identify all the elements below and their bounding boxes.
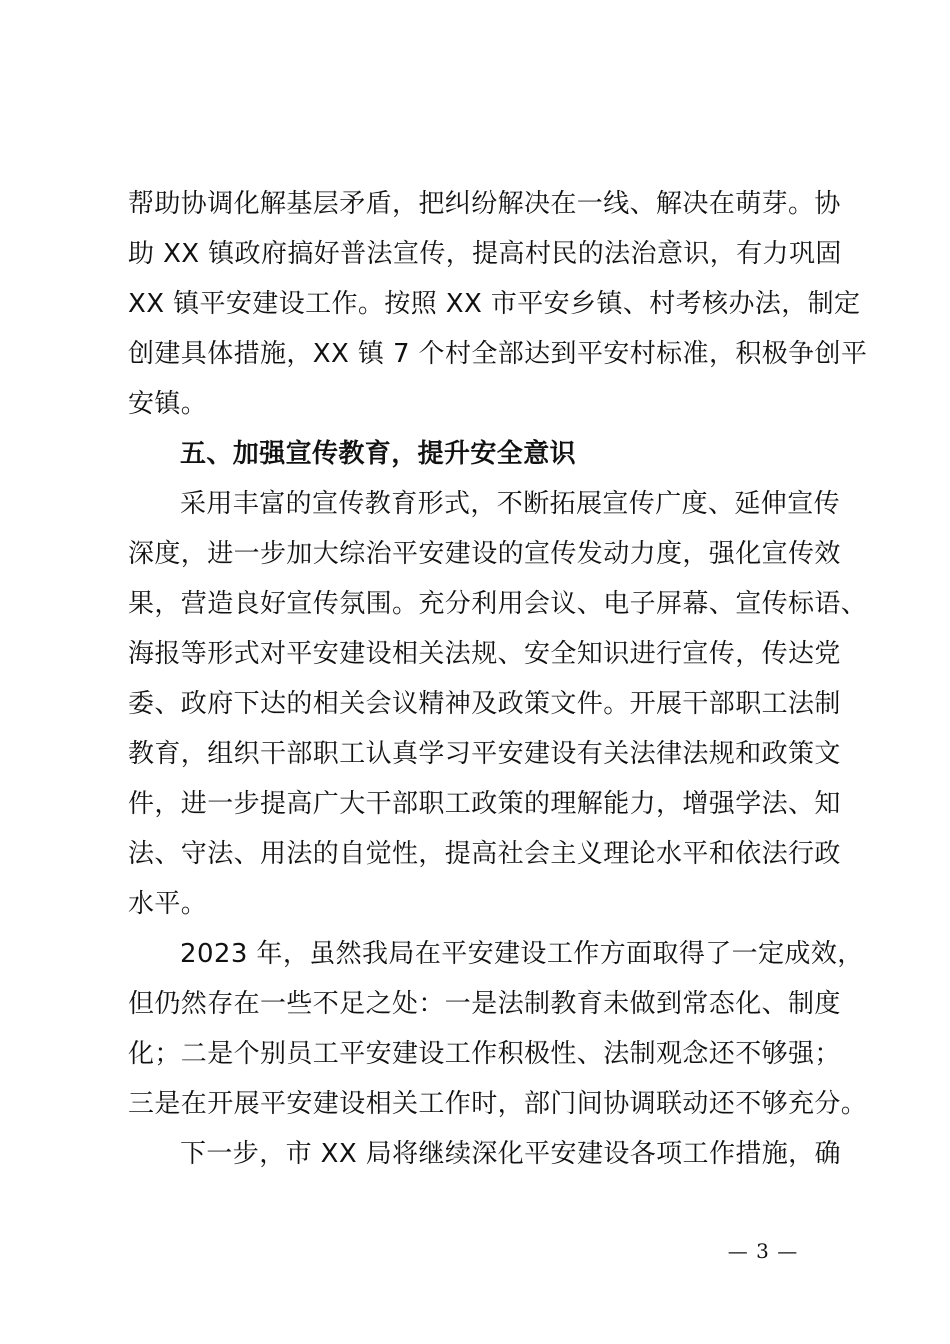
paragraph-line: 助 XX 镇政府搞好普法宣传，提高村民的法治意识，有力巩固 [128,239,842,269]
paragraph-line: 果，营造良好宣传氛围。充分利用会议、电子屏幕、宣传标语、 [128,589,868,619]
paragraph-line: 教育，组织干部职工认真学习平安建设有关法律法规和政策文 [128,739,841,769]
section-heading: 五、加强宣传教育，提升安全意识 [180,439,577,469]
paragraph-line: 采用丰富的宣传教育形式，不断拓展宣传广度、延伸宣传 [180,489,841,519]
paragraph-line: 2023 年，虽然我局在平安建设工作方面取得了一定成效， [180,939,864,969]
paragraph-line: 件，进一步提高广大干部职工政策的理解能力，增强学法、知 [128,789,841,819]
paragraph-line: 创建具体措施，XX 镇 7 个村全部达到平安村标准，积极争创平 [128,339,868,369]
page-number: — 3 — [727,1239,799,1263]
paragraph-line: 下一步，市 XX 局将继续深化平安建设各项工作措施，确 [180,1139,841,1169]
paragraph-line: 水平。 [128,889,208,919]
paragraph-line: 帮助协调化解基层矛盾，把纠纷解决在一线、解决在萌芽。协 [128,189,841,219]
paragraph-line: 深度，进一步加大综治平安建设的宣传发动力度，强化宣传效 [128,539,841,569]
paragraph-line: 海报等形式对平安建设相关法规、安全知识进行宣传，传达党 [128,639,841,669]
paragraph-line: 三是在开展平安建设相关工作时，部门间协调联动还不够充分。 [128,1089,868,1119]
paragraph-line: 但仍然存在一些不足之处：一是法制教育未做到常态化、制度 [128,989,841,1019]
paragraph-line: 化；二是个别员工平安建设工作积极性、法制观念还不够强； [128,1039,841,1069]
paragraph-line: 法、守法、用法的自觉性，提高社会主义理论水平和依法行政 [128,839,841,869]
paragraph-line: XX 镇平安建设工作。按照 XX 市平安乡镇、村考核办法，制定 [128,289,861,319]
paragraph-line: 委、政府下达的相关会议精神及政策文件。开展干部职工法制 [128,689,841,719]
paragraph-line: 安镇。 [128,389,208,419]
